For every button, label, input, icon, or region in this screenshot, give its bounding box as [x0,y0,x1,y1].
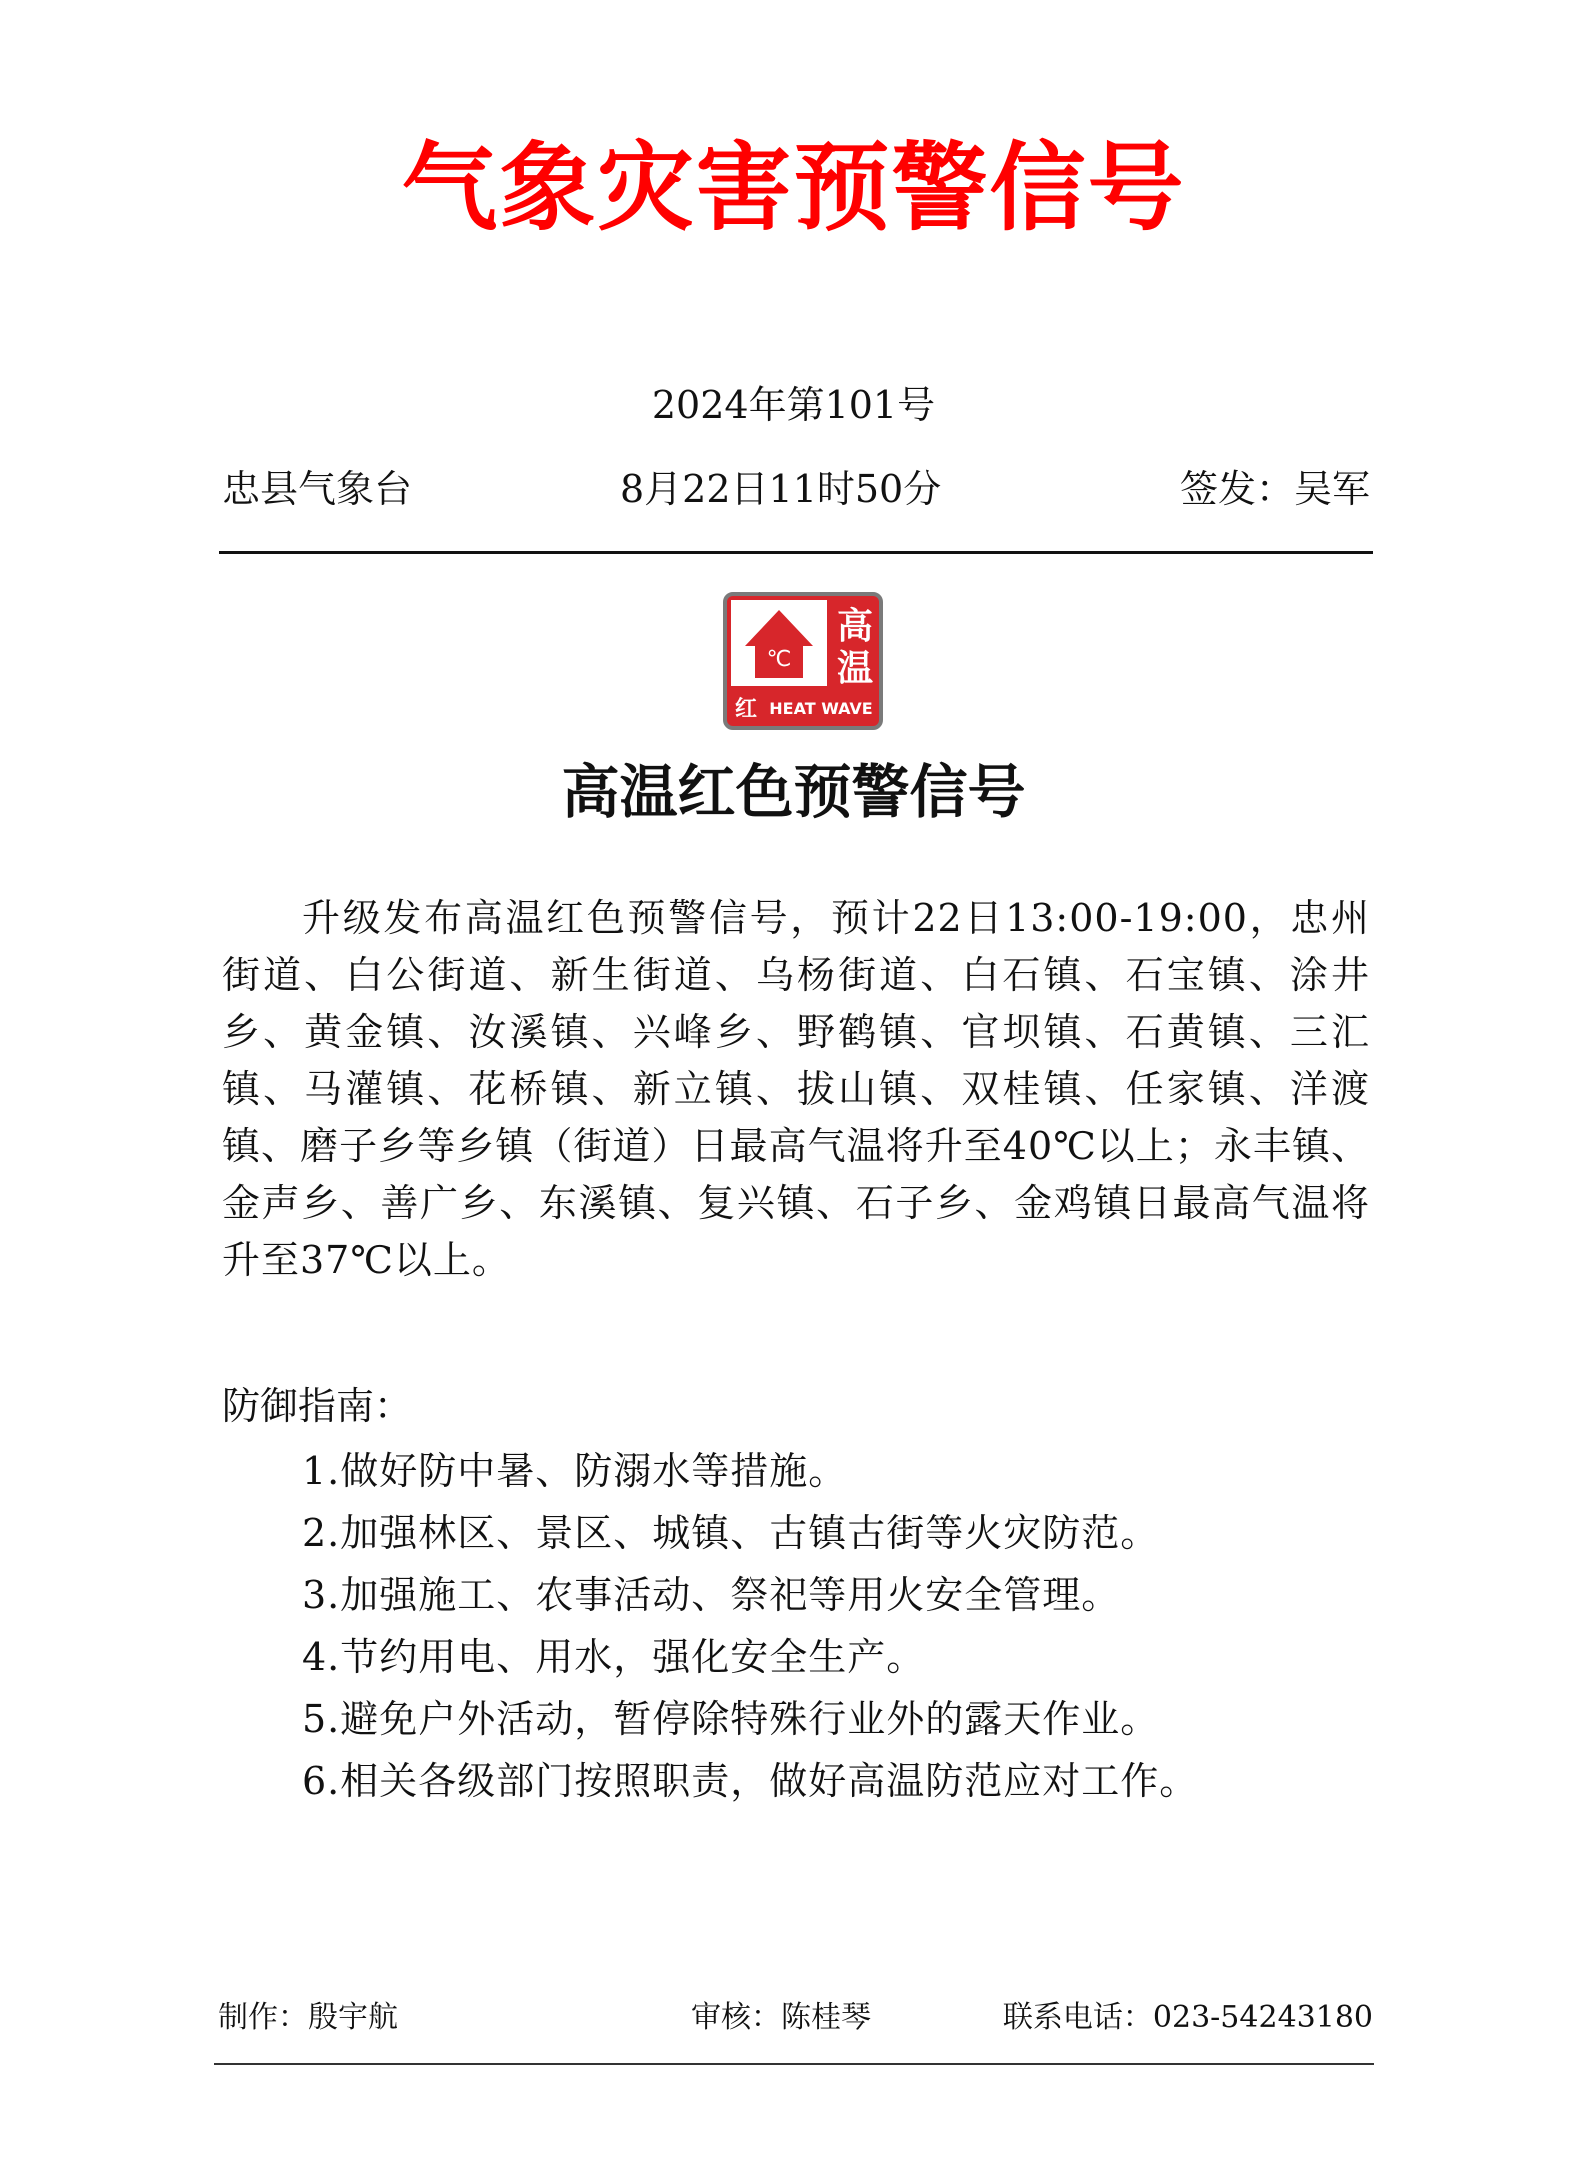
icon-level: 红 [734,697,758,722]
defense-guide-list [302,1440,1198,1812]
icon-label-bottom: 温 [836,648,874,689]
heat-wave-red-signal-icon [723,592,883,730]
guide-item: 6.相关各级部门按照职责，做好高温防范应对工作。 [302,1759,1199,1803]
guide-item: 4.节约用电、用水，强化安全生产。 [302,1635,926,1679]
footer-reviewer: 审核：陈桂琴 [691,2000,871,2035]
issuer: 忠县气象台 [222,467,413,511]
issue-time: 8月22日11时50分 [620,467,942,511]
guide-item: 3.加强施工、农事活动、祭祀等用火安全管理。 [302,1573,1121,1617]
footer-maker: 制作：殷宇航 [218,2000,398,2035]
guide-item: 2.加强林区、景区、城镇、古镇古街等火灾防范。 [302,1511,1160,1555]
header-divider [219,551,1373,554]
document-title: 气象灾害预警信号 [401,131,1186,244]
guide-item: 5.避免户外活动，暂停除特殊行业外的露天作业。 [302,1697,1160,1741]
footer-row [218,1996,1373,2040]
signer: 签发：吴军 [1179,467,1370,511]
icon-english-label: HEAT WAVE [769,699,873,718]
guide-item: 1.做好防中暑、防溺水等措施。 [302,1449,848,1493]
warning-body: 升级发布高温红色预警信号，预计22日13:00-19:00，忠州街道、白公街道、新生街道、乌杨街道、白石镇、石宝镇、涂井乡、黄金镇、汝溪镇、兴峰乡、野鹤镇、官坝镇、石黄镇、三汇镇、马灌镇、花桥镇、新立镇、拔山镇、双桂镇、任家镇、洋渡镇、磨子乡等乡镇（街道）日最高气温将升至40℃以上；永丰镇、金声乡、善广乡、东溪镇、复兴镇、石子乡、金鸡镇日最高气温将升至37℃以上。 [222,896,1370,1282]
celsius-symbol: ℃ [766,647,792,672]
issue-meta-row [222,464,1370,514]
footer-phone: 联系电话：023-54243180 [1002,2000,1373,2035]
icon-label-top: 高 [836,606,874,647]
footer-divider [214,2063,1374,2065]
defense-guide-title: 防御指南： [222,1384,413,1428]
document-number: 2024年第101号 [651,383,936,427]
signal-title: 高温红色预警信号 [561,758,1026,826]
